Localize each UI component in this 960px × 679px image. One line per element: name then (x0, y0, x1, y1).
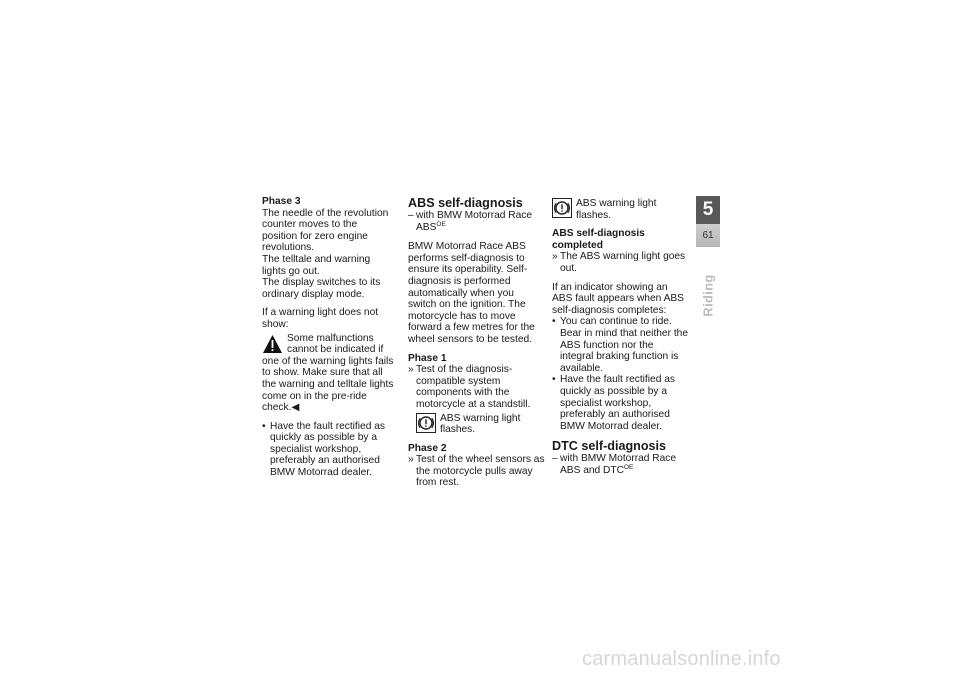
list-item: • Have the fault rectified as quickly as possible by a specialist workshop, preferably an authorised BMW Motorrad dealer. (552, 374, 675, 432)
phase3-paragraph-1: The needle of the revolution counter moves to the position for zero engine revolutions. (262, 207, 389, 254)
watermark: carmanualsonline.info (582, 648, 781, 670)
phase2-light-text: ABS warning light flashes. (576, 198, 657, 221)
list-item: • You can continue to ride. Bear in mind that neither the ABS function nor the integral braking function is available. (552, 316, 688, 374)
abs-completed-heading: ABS self-diagnosis completed (552, 228, 645, 251)
dash-marker: – (552, 453, 558, 465)
warning-triangle-icon (262, 334, 283, 354)
page-number: 61 (696, 224, 720, 247)
list-item: • Have the fault rectified as quickly as possible by a specialist workshop, preferably an authorised BMW Motorrad dealer. (262, 420, 385, 479)
warning-intro: If a warning light does not show: (262, 307, 379, 330)
completed-item: » The ABS warning light goes out. (552, 251, 686, 274)
phase2-heading: Phase 2 (408, 442, 447, 454)
dash-marker: – (408, 210, 414, 221)
section-title: Riding (700, 274, 716, 317)
warning-text: Some malfunctions cannot be indicated if one of the warning lights fails to show. Make sure that all the warning and telltale lights come on in the pre-ride check.◀ (262, 332, 394, 414)
abs-option: – with BMW Motorrad Race $ABS^{OE}$ (408, 210, 533, 233)
abs-warning-light-icon (416, 413, 436, 433)
phase2-item: » Test of the wheel sensors as the motorcycle pulls away from rest. (408, 454, 545, 489)
phase3-heading: Phase 3 (262, 196, 301, 207)
arrow-marker: » (408, 454, 414, 466)
chapter-tab (696, 196, 720, 247)
column-middle (408, 196, 545, 489)
column-right (552, 196, 689, 477)
abs-warning-light-icon (552, 198, 572, 218)
phase2-light-note (552, 198, 689, 221)
bullet-marker: • (262, 420, 266, 432)
phase1-heading: Phase 1 (408, 352, 447, 364)
phase1-light-note (408, 413, 545, 436)
warning-note (262, 333, 394, 414)
phase1-item: » Test of the diagnosis-compatible system components with the motorcycle at a standstill. (408, 364, 531, 410)
phase1-light-text: ABS warning light flashes. (440, 412, 521, 436)
abs-heading: ABS self-diagnosis (408, 196, 523, 210)
chapter-number: 5 (696, 196, 720, 224)
bullet-marker: • (552, 374, 556, 386)
dtc-heading: DTC self-diagnosis (552, 439, 667, 454)
column-left (262, 196, 394, 479)
dtc-option: – with BMW Motorrad Race ABS and $DTC^{OE}$ (552, 453, 677, 476)
arrow-marker: » (408, 364, 414, 376)
phase3-paragraph-3: The display switches to its ordinary display mode. (262, 277, 381, 300)
abs-intro: BMW Motorrad Race ABS performs self-diagnosis to ensure its operability. Self-diagnosis is performed automatically when you switch on the ignition. The motorcycle has to move forward a few metres for the wheel sensors to be tested. (408, 241, 535, 345)
section-label (693, 266, 723, 328)
bullet-marker: • (552, 316, 556, 328)
phase3-paragraph-2: The telltale and warning lights go out. (262, 253, 371, 277)
fault-intro: If an indicator showing an ABS fault appears when ABS self-diagnosis completes: (552, 281, 684, 316)
arrow-marker: » (552, 251, 558, 263)
